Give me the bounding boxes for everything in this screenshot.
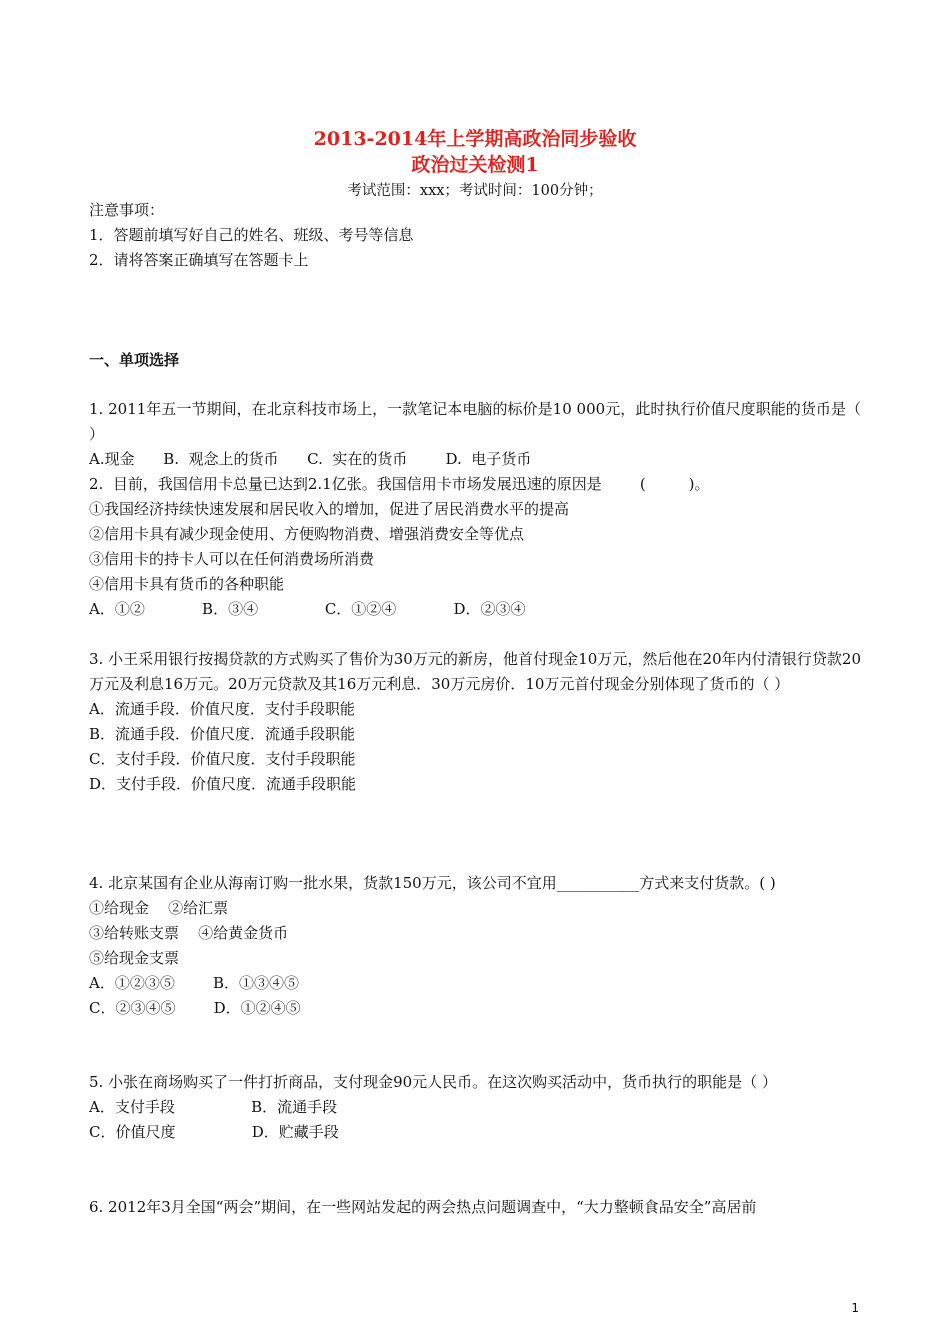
document-subtitle: 政治过关检测1	[411, 154, 539, 176]
page-number: 1	[851, 1301, 859, 1315]
notes	[89, 198, 861, 273]
question-stem: 2. 目前，我国信用卡总量已达到2.1亿张。我国信用卡市场发展迅速的原因是 ( )。	[89, 475, 710, 493]
question-1	[89, 397, 861, 472]
notes-heading: 注意事项：	[89, 201, 165, 219]
question-item: ③给转账支票 ④给黄金货币	[89, 924, 289, 942]
question-3	[89, 647, 861, 797]
question-option: D．支付手段．价值尺度．流通手段职能	[89, 775, 357, 793]
question-item: ①我国经济持续快速发展和居民收入的增加，促进了居民消费水平的提高	[89, 500, 570, 518]
question-stem: 4. 北京某国有企业从海南订购一批水果，货款150万元，该公司不宜用___________方式来支付货款。( )	[89, 874, 776, 892]
question-stem: 6. 2012年3月全国“两会”期间，在一些网站发起的两会热点问题调查中，“大力整顿食品安全”高居前	[89, 1198, 757, 1216]
note-item: 2．请将答案正确填写在答题卡上	[89, 251, 309, 269]
question-option: A．①②③⑤ B．①③④⑤	[89, 974, 300, 992]
question-options: A．①② B．③④ C．①②④ D．②③④	[89, 600, 526, 618]
question-6	[89, 1195, 861, 1220]
document-title: 2013-2014年上学期高政治同步验收	[313, 128, 637, 150]
exam-info: 考试范围：xxx；考试时间：100分钟；	[347, 183, 603, 199]
question-stem: 5. 小张在商场购买了一件打折商品，支付现金90元人民币。在这次购买活动中，货币执行的职能是（ ）	[89, 1073, 777, 1091]
note-item: 1．答题前填写好自己的姓名、班级、考号等信息	[89, 226, 414, 244]
section-title: 一、单项选择	[89, 351, 180, 369]
question-option: C．价值尺度 D．贮藏手段	[89, 1123, 339, 1141]
question-item: ①给现金 ②给汇票	[89, 899, 229, 917]
question-4	[89, 871, 861, 1021]
question-option: C．支付手段．价值尺度．支付手段职能	[89, 750, 356, 768]
question-option: B．流通手段．价值尺度．流通手段职能	[89, 725, 356, 743]
question-stem: 1. 2011年五一节期间，在北京科技市场上，一款笔记本电脑的标价是10 000元，此时执行价值尺度职能的货币是（ ）	[89, 400, 861, 443]
question-item: ②信用卡具有减少现金使用、方便购物消费、增强消费安全等优点	[89, 525, 525, 543]
title-block	[0, 126, 950, 202]
question-stem: 3. 小王采用银行按揭贷款的方式购买了售价为30万元的新房，他首付现金10万元，然后他在20年内付清银行贷款20万元及利息16万元。20万元贷款及其16万元利息．30万元房价．10万元首付现金分别体现了货币的（ ）	[89, 650, 861, 693]
question-options: A.现金 B. 观念上的货币 C. 实在的货币 D. 电子货币	[89, 450, 532, 468]
question-option: A．流通手段．价值尺度．支付手段职能	[89, 700, 355, 718]
question-option: A．支付手段 B．流通手段	[89, 1098, 338, 1116]
question-2	[89, 472, 861, 622]
question-item: ③信用卡的持卡人可以在任何消费场所消费	[89, 550, 375, 568]
question-item: ④信用卡具有货币的各种职能	[89, 575, 285, 593]
question-item: ⑤给现金支票	[89, 949, 180, 967]
question-option: C．②③④⑤ D．①②④⑤	[89, 999, 301, 1017]
question-5	[89, 1070, 861, 1145]
